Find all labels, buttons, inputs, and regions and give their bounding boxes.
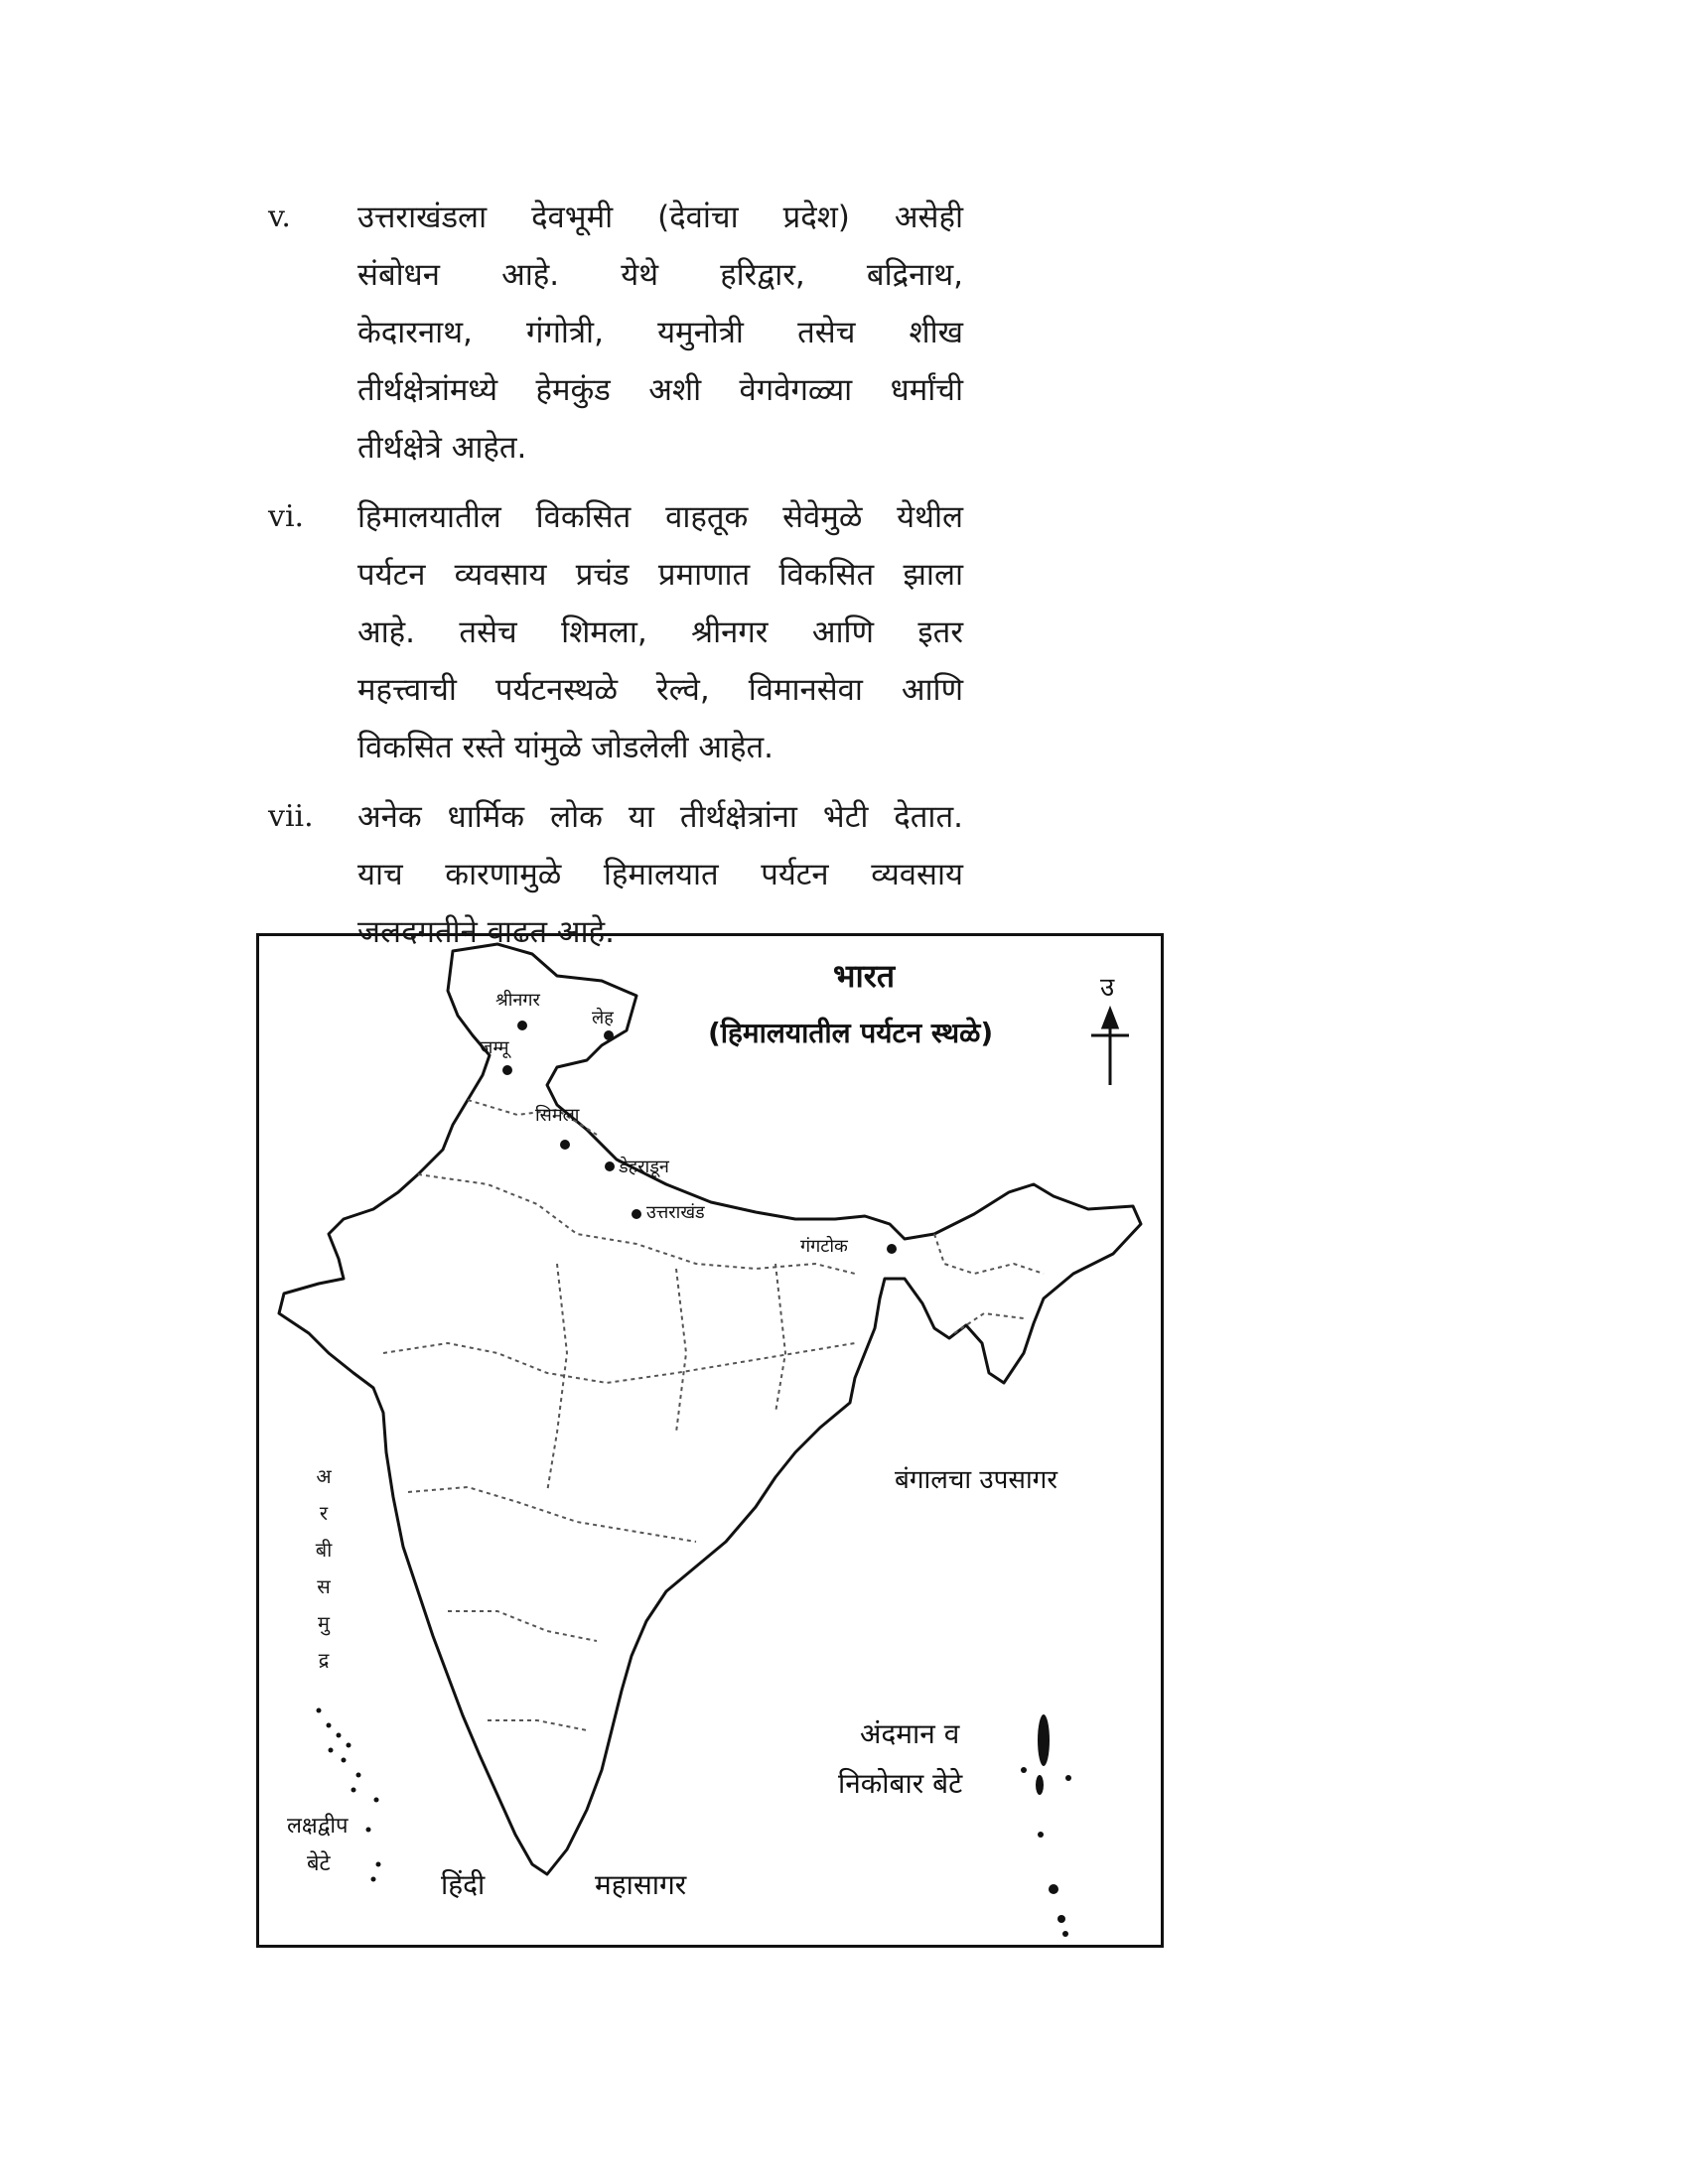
- shimla-dot: [560, 1140, 570, 1150]
- map-subtitle: (हिमालयातील पर्यटन स्थळे): [708, 1017, 994, 1049]
- item-marker: vi.: [268, 499, 305, 534]
- item-line: संबोधन आहे. येथे हरिद्वार, बद्रिनाथ,: [357, 257, 963, 293]
- item-line: केदारनाथ, गंगोत्री, यमुनोत्री तसेच शीख: [357, 315, 963, 350]
- bay-of-bengal-label: बंगालचा उपसागर: [895, 1465, 1057, 1495]
- item-line: आहे. तसेच शिमला, श्रीनगर आणि इतर: [357, 614, 963, 650]
- list-item: [268, 189, 963, 477]
- place-label-uttarakhand: उत्तराखंड: [646, 1202, 705, 1223]
- lakshadweep-label-line2: बेटे: [307, 1851, 331, 1876]
- arabian-sea-char: मु: [318, 1611, 330, 1635]
- state-borders: [383, 1100, 1044, 1730]
- item-line: विकसित रस्ते यांमुळे जोडलेली आहेत.: [357, 730, 774, 765]
- item-line: जलदगतीने वाढत आहे.: [357, 914, 615, 950]
- place-label-srinagar: श्रीनगर: [495, 990, 540, 1011]
- place-label-shimla: सिमला: [535, 1105, 580, 1126]
- map-title: भारत: [833, 957, 896, 995]
- item-line: तीर्थक्षेत्रे आहेत.: [357, 430, 527, 466]
- arabian-sea-char: बी: [315, 1538, 333, 1562]
- indian-ocean-label-line2: महासागर: [595, 1868, 687, 1901]
- item-line: अनेक धार्मिक लोक या तीर्थक्षेत्रांना भेटी देतात.: [357, 799, 963, 835]
- place-label-dehradun: डेहराडून: [619, 1157, 669, 1177]
- item-line: महत्त्वाची पर्यटनस्थळे रेल्वे, विमानसेवा आणि: [357, 672, 963, 708]
- item-marker: v.: [268, 200, 291, 234]
- andaman-label-line1: अंदमान व: [860, 1717, 960, 1750]
- india-outline: [279, 944, 1141, 1874]
- jammu-dot: [502, 1065, 512, 1075]
- place-label-jammu: जम्मू: [480, 1037, 509, 1058]
- india-map: [256, 933, 1164, 1948]
- item-line: तीर्थक्षेत्रांमध्ये हेमकुंड अशी वेगवेगळ्या धर्मांची: [357, 372, 963, 408]
- arabian-sea-char: द्र: [318, 1648, 330, 1672]
- north-label: उ: [1100, 973, 1115, 1003]
- item-line: उत्तराखंडला देवभूमी (देवांचा प्रदेश) असेही: [357, 200, 963, 235]
- arabian-sea-char: अ: [316, 1464, 332, 1488]
- arabian-sea-char: स: [317, 1574, 331, 1598]
- gangtok-dot: [887, 1244, 897, 1254]
- place-label-leh: लेह: [592, 1008, 614, 1028]
- point-list: [268, 189, 963, 973]
- indian-ocean-label-line1: हिंदी: [441, 1868, 486, 1901]
- lakshadweep-label-line1: लक्षद्वीप: [287, 1814, 349, 1839]
- leh-dot: [604, 1030, 614, 1040]
- india-outline-svg: [259, 936, 1161, 1945]
- place-label-gangtok: गंगटोक: [800, 1236, 848, 1257]
- uttarakhand-dot: [632, 1209, 641, 1219]
- list-item: [268, 488, 963, 776]
- dehradun-dot: [605, 1161, 615, 1171]
- item-marker: vii.: [268, 799, 314, 834]
- item-line: याच कारणामुळे हिमालयात पर्यटन व्यवसाय: [357, 857, 963, 892]
- andaman-label-line2: निकोबार बेटे: [838, 1767, 963, 1800]
- north-arrow-icon: [1091, 1010, 1129, 1085]
- arabian-sea-char: र: [319, 1501, 329, 1525]
- item-line: पर्यटन व्यवसाय प्रचंड प्रमाणात विकसित झाला: [357, 557, 963, 593]
- srinagar-dot: [517, 1021, 527, 1030]
- andaman-islands: [1021, 1714, 1071, 1937]
- item-line: हिमालयातील विकसित वाहतूक सेवेमुळे येथील: [357, 499, 963, 535]
